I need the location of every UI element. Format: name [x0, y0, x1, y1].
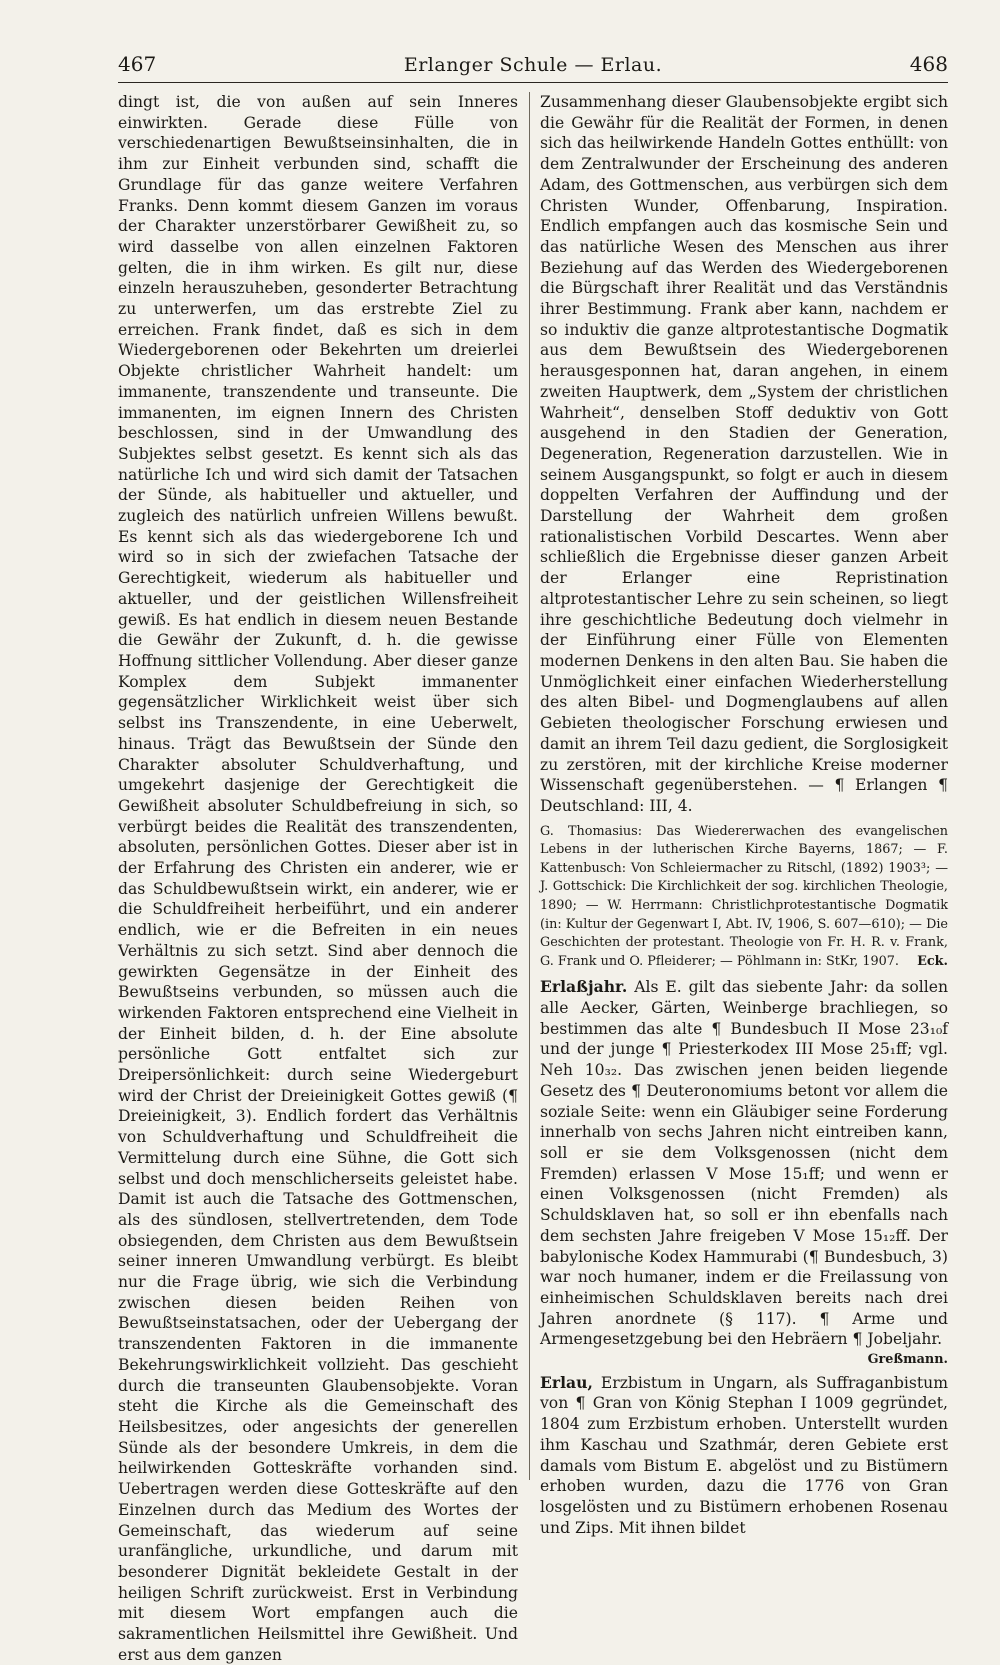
entry-erlassjahr-text: Als E. gilt das siebente Jahr: da sollen alle Aecker, Gärten, Weinberge brachliegen, so bestimmen das alte ¶ Bundesbuch II Mose 23₁₀f und der junge ¶ Priesterkodex III Mose 25₁ff; vgl. Neh 10₃₂. Das zwischen jenen beiden liegende Gesetz des ¶ Deuteronomiums betont vor allem die soziale Seite: wenn ein Gläubiger seine Forderung innerhalb von sechs Jahren nicht eintreiben kann, soll er sie dem Volksgenossen (nicht dem Fremden) erlassen V Mose 15₁ff; und wenn er einen Volksgenossen (nicht Fremden) als Schuldsklaven hat, so soll er ihn ebenfalls nach dem sechsten Jahre freigeben V Mose 15₁₂ff. Der babylonische Kodex Hammurabi (¶ Bundesbuch, 3) war noch humaner, indem er die Freilassung von einheimischen Schuldsklaven bereits nach drei Jahren anordnete (§ 117). ¶ Arme und Armengesetzgebung bei den Hebräern ¶ Jobeljahr. — [540, 978, 948, 1349]
entry-erlau — [540, 1373, 948, 1539]
right-column — [540, 92, 948, 1537]
left-paragraph: dingt ist, die von außen auf sein Inneres einwirkten. Gerade diese Fülle von verschiedenartigen Bewußtseinsinhalten, die in ihm zur Einheit verbunden sind, schafft die Grundlage für das ganze weitere Verfahren Franks. Denn kommt diesem Ganzen im voraus der Charakter unzerstörbarer Gewißheit zu, so wird dasselbe von allen einzelnen Faktoren gelten, die in ihm wirken. Es gilt nur, diese einzeln herauszuheben, gesonderter Betrachtung zu unterwerfen, um das erstrebte Ziel zu erreichen. Frank findet, daß es sich in dem Wiedergeborenen oder Bekehrten um dreierlei Objekte christlicher Wahrheit handelt: um immanente, transzendente und transeunte. Die immanenten, im eignen Innern des Christen beschlossen, sind in der Umwandlung des Subjektes selbst gesetzt. Es kennt sich als das natürliche Ich und wird sich damit der Tatsachen der Sünde, als habitueller und aktueller, und zugleich des natürlich unfreien Willens bewußt. Es kennt sich als das wiedergeborene Ich und wird so in sich der zwiefachen Tatsache der Gerechtigkeit, wiederum als habitueller und aktueller, und der geistlichen Willensfreiheit gewiß. Es hat endlich in diesem neuen Bestande die Gewähr der Zukunft, d. h. die gewisse Hoffnung sittlicher Vollendung. Aber dieser ganze Komplex dem Subjekt immanenter gegensätzlicher Wirklichkeit weist über sich selbst ins Transzendente, in eine Ueberwelt, hinaus. Trägt das Bewußtsein der Sünde den Charakter absoluter Schuldverhaftung, und umgekehrt dasjenige der Gerechtigkeit die Gewißheit absoluter Schuldbefreiung in sich, so verbürgt beides die Realität des transzendenten, absoluten, persönlichen Gottes. Dieser aber ist in der Erfahrung des Christen ein anderer, wie er das Schuldbewußtsein wirkt, ein anderer, wie er die Schuldfreiheit herbeiführt, und ein anderer endlich, wie er die Befreiten in ein neues Verhältnis zu sich setzt. Sind aber dennoch die gewirkten Gegensätze in der Einheit des Bewußtseins verbunden, so müssen auch die wirkenden Faktoren entsprechend eine Vielheit in der Einheit bilden, d. h. der Eine absolute persönliche Gott entfaltet sich zur Dreipersönlichkeit: durch seine Wiedergeburt wird der Christ der Dreieinigkeit Gottes gewiß (¶ Dreieinigkeit, 3). Endlich fordert das Verhältnis von Schuldverhaftung und Schuldfreiheit die Vermittelung durch eine Sühne, die Gott sich selbst und doch menschlicherseits geleistet habe. Damit ist auch die Tatsache des Gottmenschen, als des sündlosen, stellvertretenden, dem Tode obsiegenden, dem Christen aus dem Bewußtsein seiner inneren Umwandlung verbürgt. Es bleibt nur die Frage übrig, wie sich die Verbindung zwischen diesen beiden Reihen von Bewußtseinstatsachen, oder der Uebergang der transzendenten Faktoren in die immanente Bekehrungswirklichkeit vollzieht. Das geschieht durch die transeunten Glaubensobjekte. Voran steht die Kirche als die Gemeinschaft des Heilsbesitzes, oder angesichts der generellen Sünde als der besondere Umkreis, in dem die heilwirkenden Gotteskräfte vorhanden sind. Uebertragen werden diese Gotteskräfte auf den Einzelnen durch das Medium des Wortes der Gemeinschaft, das wiederum auf seine uranfängliche, urkundliche, und darum mit besonderer Dignität bekleidete Gestalt in der heiligen Schrift zurückweist. Erst in Verbindung mit diesem Wort empfangen auch die sakramentlichen Heilsmittel ihre Gewißheit. Und erst aus dem ganzen — [118, 93, 518, 1664]
right-paragraph: Zusammenhang dieser Glaubensobjekte ergibt sich die Gewähr für die Realität der Formen, in denen sich das heilwirkende Handeln Gottes enthüllt: von dem Zentralwunder der Erscheinung des anderen Adam, des Gottmenschen, aus verbürgen sich dem Christen Wunder, Offenbarung, Inspiration. Endlich empfangen auch das kosmische Sein und das natürliche Wesen des Menschen aus ihrer Beziehung auf das Werden des Wiedergeborenen die Bürgschaft ihrer Realität und das Verständnis ihrer Bestimmung. Frank aber kann, nachdem er so induktiv die ganze altprotestantische Dogmatik aus dem Bewußtsein des Wiedergeborenen herausgesponnen hat, daran angehen, in einem zweiten Hauptwerk, dem „System der christlichen Wahrheit“, denselben Stoff deduktiv von Gott ausgehend in den Stadien der Generation, Degeneration, Regeneration darzustellen. Wie in seinem Ausgangspunkt, so folgt er auch in diesem doppelten Verfahren der Auffindung und der Darstellung der Wahrheit dem großen rationalistischen Vorbild Descartes. Wenn aber schließlich die Ergebnisse dieser ganzen Arbeit der Erlanger eine Repristination altprotestantischer Lehre zu sein scheinen, so liegt ihre geschichtliche Bedeutung doch vielmehr in der Einführung einer Fülle von Elementen modernen Denkens in den alten Bau. Sie haben die Unmöglichkeit einer einfachen Wiederherstellung des alten Bibel- und Dogmenglaubens auf allen Gebieten theologischer Forschung erwiesen und damit an ihrem Teil dazu gedient, die Sorglosigkeit zu zerstören, mit der kirchliche Kreise moderner Wissenschaft gegenüberstehen. — ¶ Erlangen ¶ Deutschland: III, 4. — [540, 93, 948, 815]
lemma-erlassjahr: Erlaßjahr. — [540, 977, 628, 997]
lemma-erlau: Erlau, — [540, 1372, 593, 1392]
running-title: Erlanger Schule — Erlau. — [403, 54, 663, 76]
page-number-right: 468 — [909, 52, 948, 76]
entry-erlau-text: Erzbistum in Ungarn, als Suffraganbistum von ¶ Gran von König Stephan I 1009 gegründet, 1804 zum Erzbistum erhoben. Unterstellt wurden ihm Kaschau und Szathmár, deren Gebiete erst damals vom Bistum E. abgelöst und zu Bistümern erhoben wurden, dazu die 1776 von Gran losgelösten und zu Bistümern erhobenen Rosenau und Zips. Mit ihnen bildet — [540, 1373, 948, 1537]
running-header — [118, 42, 948, 83]
author-signature-eck: Eck. — [917, 953, 948, 969]
left-column — [118, 92, 518, 1664]
entry-erlassjahr — [540, 977, 948, 1350]
column-divider — [529, 92, 530, 1480]
literature-text: G. Thomasius: Das Wiedererwachen des evangelischen Lebens in der lutherischen Kirche Bayerns, 1867; — F. Kattenbusch: Von Schleiermacher zu Ritschl, (1892) 1903³; — J. Gottschick: Die Kirchlichkeit der sog. kirchlichen Theologie, 1890; — W. Herrmann: Christlichprotestantische Dogmatik (in: Kultur der Gegenwart I, Abt. IV, 1906, S. 607—610); — Die Geschichten der protestant. Theologie von Fr. H. R. v. Frank, G. Frank und O. Pfleiderer; — Pöhlmann in: StKr, 1907. — [540, 823, 948, 969]
literature-references — [540, 823, 948, 972]
author-signature-gressmann: Greßmann. — [867, 1352, 948, 1368]
page-number-left: 467 — [118, 52, 157, 76]
